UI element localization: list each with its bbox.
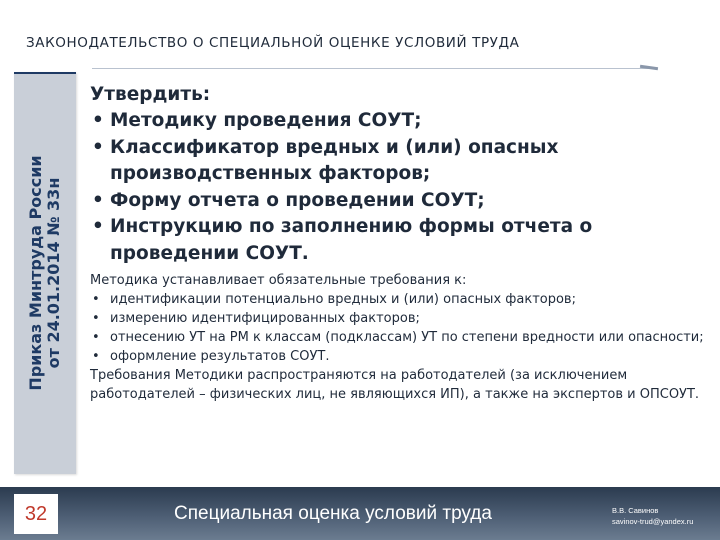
- list-item: • Методику проведения СОУТ;: [90, 108, 710, 135]
- header-divider: [92, 68, 652, 69]
- list-item: • измерению идентифицированных факторов;: [90, 309, 710, 328]
- page-number: 32: [24, 503, 48, 525]
- header-divider-accent: [640, 65, 658, 70]
- slide-title: ЗАКОНОДАТЕЛЬСТВО О СПЕЦИАЛЬНОЙ ОЦЕНКЕ УСЛОВИЙ ТРУДА: [26, 35, 520, 51]
- list-item: • Инструкцию по заполнению формы отчета о проведении СОУТ.: [90, 214, 710, 267]
- approved-documents-list: [90, 108, 710, 267]
- page-number-box: [14, 494, 58, 534]
- requirements-list: [90, 290, 710, 366]
- footer-title: Специальная оценка условий труда: [174, 503, 492, 524]
- sidebar-caption-line1: Приказ Минтруда России: [26, 155, 45, 391]
- methodology-intro: Методика устанавливает обязательные требования к:: [90, 273, 467, 288]
- sidebar-caption: [27, 73, 63, 473]
- closing-paragraph: Требования Методики распространяются на работодателей (за исключением работодателей – физических лиц, не являющихся ИП), а также на экспертов и ОПСОУТ.: [90, 368, 700, 402]
- list-item: • оформление результатов СОУТ.: [90, 347, 710, 366]
- list-item: • идентификации потенциально вредных и (или) опасных факторов;: [90, 290, 710, 309]
- list-item: • отнесению УТ на РМ к классам (подклассам) УТ по степени вредности или опасности;: [90, 328, 710, 347]
- intro-heading: Утвердить:: [90, 84, 211, 105]
- list-item: • Форму отчета о проведении СОУТ;: [90, 188, 710, 215]
- author-name: В.В. Савинов: [612, 506, 659, 515]
- author-email: savinov-trud@yandex.ru: [612, 517, 694, 526]
- list-item: • Классификатор вредных и (или) опасных производственных факторов;: [90, 135, 710, 188]
- sidebar-caption-line2: от 24.01.2014 № 33н: [44, 177, 63, 369]
- slide-body: [90, 82, 710, 404]
- slide-header: [0, 0, 720, 70]
- footer-author: [612, 505, 693, 527]
